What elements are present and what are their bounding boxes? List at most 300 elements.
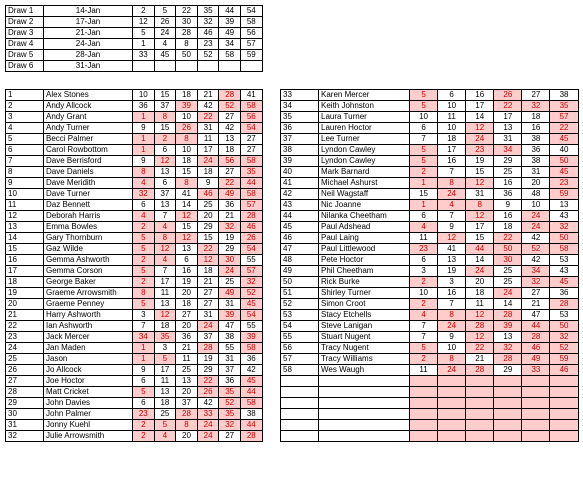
player-pick: 10 — [410, 288, 438, 299]
player-pick: 28 — [240, 211, 262, 222]
player-row — [6, 431, 263, 442]
draw-row — [6, 61, 263, 72]
player-pick: 15 — [154, 90, 176, 101]
player-pick: 6 — [410, 211, 438, 222]
draw-number: 46 — [197, 28, 219, 39]
player-name: Deborah Harris — [44, 211, 133, 222]
player-pick: 5 — [133, 299, 155, 310]
player-pick: 35 — [219, 409, 241, 420]
player-pick: 42 — [522, 255, 550, 266]
draw-row — [6, 17, 263, 28]
player-row — [281, 321, 579, 332]
player-name: Wes Waugh — [319, 365, 410, 376]
player-name: Paul Littlewood — [319, 244, 410, 255]
player-row — [6, 145, 263, 156]
player-pick: 45 — [240, 299, 262, 310]
player-number: 37 — [281, 134, 319, 145]
player-pick: 10 — [133, 90, 155, 101]
player-pick: 45 — [550, 167, 578, 178]
blank-cell — [466, 387, 494, 398]
player-pick: 20 — [176, 387, 198, 398]
player-pick: 47 — [219, 321, 241, 332]
player-pick: 19 — [176, 277, 198, 288]
player-pick: 27 — [219, 112, 241, 123]
player-pick: 20 — [466, 277, 494, 288]
player-pick: 3 — [438, 277, 466, 288]
player-row — [281, 211, 579, 222]
player-pick: 13 — [154, 387, 176, 398]
player-pick: 14 — [494, 299, 522, 310]
player-pick: 21 — [522, 299, 550, 310]
player-pick: 13 — [438, 255, 466, 266]
blank-cell — [522, 431, 550, 442]
player-row — [281, 244, 579, 255]
player-pick: 17 — [438, 145, 466, 156]
blank-cell — [410, 420, 438, 431]
player-pick: 1 — [133, 343, 155, 354]
player-number: 14 — [6, 233, 44, 244]
player-pick: 14 — [176, 200, 198, 211]
player-pick: 19 — [219, 233, 241, 244]
player-pick: 32 — [133, 189, 155, 200]
player-pick: 28 — [550, 299, 578, 310]
draw-number: 2 — [133, 6, 155, 17]
player-pick: 7 — [438, 167, 466, 178]
player-pick: 5 — [410, 145, 438, 156]
player-pick: 18 — [197, 266, 219, 277]
player-row — [6, 420, 263, 431]
player-number: 32 — [6, 431, 44, 442]
player-pick: 23 — [133, 409, 155, 420]
player-pick: 27 — [219, 167, 241, 178]
player-row — [281, 299, 579, 310]
player-row — [281, 167, 579, 178]
player-pick: 44 — [240, 178, 262, 189]
player-pick: 6 — [410, 123, 438, 134]
player-name: Lee Turner — [319, 134, 410, 145]
blank-cell — [466, 409, 494, 420]
player-pick: 15 — [176, 222, 198, 233]
blank-cell — [466, 376, 494, 387]
player-pick: 43 — [550, 266, 578, 277]
player-pick: 35 — [154, 332, 176, 343]
player-pick: 19 — [197, 354, 219, 365]
player-pick: 16 — [466, 90, 494, 101]
player-number: 12 — [6, 211, 44, 222]
player-name: John Davies — [44, 398, 133, 409]
draw-date: 21-Jan — [44, 28, 133, 39]
player-number: 29 — [6, 398, 44, 409]
player-pick: 16 — [438, 288, 466, 299]
player-number: 22 — [6, 321, 44, 332]
player-pick: 38 — [550, 90, 578, 101]
player-pick: 44 — [240, 387, 262, 398]
player-pick: 31 — [197, 123, 219, 134]
player-pick: 5 — [133, 266, 155, 277]
player-pick: 4 — [133, 178, 155, 189]
player-pick: 52 — [219, 101, 241, 112]
blank-cell — [466, 420, 494, 431]
player-pick: 27 — [522, 90, 550, 101]
player-name: Dave Daniels — [44, 167, 133, 178]
player-pick: 12 — [154, 244, 176, 255]
player-pick: 18 — [176, 156, 198, 167]
player-pick: 15 — [154, 123, 176, 134]
player-pick: 4 — [410, 310, 438, 321]
player-pick: 10 — [438, 343, 466, 354]
player-pick: 36 — [133, 101, 155, 112]
player-pick: 1 — [133, 134, 155, 145]
player-pick: 47 — [522, 310, 550, 321]
player-pick: 58 — [240, 156, 262, 167]
player-pick: 11 — [154, 376, 176, 387]
blank-cell — [438, 431, 466, 442]
player-pick: 35 — [550, 101, 578, 112]
player-pick: 4 — [438, 200, 466, 211]
player-pick: 9 — [133, 156, 155, 167]
player-pick: 10 — [438, 123, 466, 134]
player-pick: 18 — [154, 321, 176, 332]
player-pick: 24 — [197, 156, 219, 167]
player-row — [6, 321, 263, 332]
player-pick: 1 — [133, 145, 155, 156]
player-pick: 46 — [550, 365, 578, 376]
player-pick: 7 — [410, 134, 438, 145]
player-pick: 22 — [197, 244, 219, 255]
player-pick: 27 — [176, 310, 198, 321]
player-pick: 21 — [197, 90, 219, 101]
player-pick: 58 — [240, 398, 262, 409]
player-pick: 33 — [197, 409, 219, 420]
player-pick: 8 — [176, 134, 198, 145]
player-pick: 54 — [240, 244, 262, 255]
player-number: 30 — [6, 409, 44, 420]
player-row — [281, 189, 579, 200]
player-pick: 13 — [494, 332, 522, 343]
player-pick: 42 — [240, 365, 262, 376]
player-pick: 4 — [154, 255, 176, 266]
blank-cell — [494, 409, 522, 420]
player-pick: 25 — [154, 409, 176, 420]
blank-cell — [319, 376, 410, 387]
player-number: 34 — [281, 101, 319, 112]
draw-number: 23 — [197, 39, 219, 50]
player-row — [6, 409, 263, 420]
blank-cell — [522, 398, 550, 409]
player-row — [6, 398, 263, 409]
player-pick: 9 — [133, 123, 155, 134]
player-pick: 4 — [410, 222, 438, 233]
player-name: Jason — [44, 354, 133, 365]
player-pick: 17 — [154, 365, 176, 376]
player-number: 51 — [281, 288, 319, 299]
draw-date: 17-Jan — [44, 17, 133, 28]
player-pick: 9 — [197, 178, 219, 189]
player-pick: 34 — [133, 332, 155, 343]
player-number: 20 — [6, 299, 44, 310]
player-pick: 34 — [494, 145, 522, 156]
player-pick: 12 — [176, 211, 198, 222]
player-pick: 24 — [466, 134, 494, 145]
player-row — [281, 277, 579, 288]
player-pick: 22 — [550, 123, 578, 134]
player-pick: 28 — [494, 310, 522, 321]
player-pick: 2 — [133, 420, 155, 431]
player-number: 40 — [281, 167, 319, 178]
player-row — [281, 255, 579, 266]
player-name: Alex Stones — [44, 90, 133, 101]
player-pick: 13 — [176, 376, 198, 387]
player-name: Nic Joanne — [319, 200, 410, 211]
draw-number: 57 — [240, 39, 262, 50]
player-number: 7 — [6, 156, 44, 167]
player-pick: 31 — [197, 310, 219, 321]
player-pick: 8 — [133, 167, 155, 178]
player-pick: 8 — [438, 354, 466, 365]
player-pick: 9 — [438, 332, 466, 343]
player-pick: 32 — [522, 277, 550, 288]
player-pick: 2 — [133, 277, 155, 288]
draw-number: 49 — [219, 28, 241, 39]
player-name: Dave Turner — [44, 189, 133, 200]
player-pick: 22 — [197, 112, 219, 123]
player-name: Laura Turner — [319, 112, 410, 123]
player-number: 46 — [281, 233, 319, 244]
player-pick: 10 — [176, 145, 198, 156]
player-name: Jonny Kuehl — [44, 420, 133, 431]
player-name: Jan Maden — [44, 343, 133, 354]
player-pick: 14 — [466, 255, 494, 266]
player-pick: 31 — [219, 299, 241, 310]
player-number: 10 — [6, 189, 44, 200]
player-pick: 12 — [466, 310, 494, 321]
player-pick: 25 — [219, 277, 241, 288]
player-pick: 3 — [133, 310, 155, 321]
player-pick: 50 — [550, 321, 578, 332]
player-pick: 5 — [410, 90, 438, 101]
player-number: 27 — [6, 376, 44, 387]
player-pick: 13 — [154, 167, 176, 178]
blank-cell — [494, 387, 522, 398]
player-row — [281, 266, 579, 277]
player-pick: 38 — [522, 134, 550, 145]
player-pick: 28 — [494, 354, 522, 365]
player-pick: 36 — [219, 376, 241, 387]
player-pick: 27 — [219, 431, 241, 442]
player-pick: 13 — [154, 299, 176, 310]
blank-cell — [438, 420, 466, 431]
player-pick: 37 — [219, 365, 241, 376]
draw-number: 33 — [133, 50, 155, 61]
player-pick: 32 — [219, 222, 241, 233]
player-pick: 44 — [466, 244, 494, 255]
blank-cell — [494, 431, 522, 442]
player-row — [6, 299, 263, 310]
player-number: 13 — [6, 222, 44, 233]
player-pick: 50 — [494, 244, 522, 255]
blank-cell — [319, 431, 410, 442]
player-pick: 10 — [438, 101, 466, 112]
blank-cell — [281, 387, 319, 398]
player-pick: 16 — [522, 123, 550, 134]
player-pick: 18 — [176, 90, 198, 101]
player-pick: 21 — [176, 343, 198, 354]
player-pick: 6 — [154, 145, 176, 156]
player-row — [6, 134, 263, 145]
player-pick: 32 — [494, 343, 522, 354]
blank-cell — [319, 398, 410, 409]
player-pick: 57 — [240, 200, 262, 211]
player-pick: 11 — [410, 365, 438, 376]
player-row — [6, 178, 263, 189]
player-number: 26 — [6, 365, 44, 376]
player-pick: 1 — [410, 178, 438, 189]
player-name: Lyndon Cawley — [319, 145, 410, 156]
player-pick: 58 — [240, 343, 262, 354]
player-pick: 16 — [438, 156, 466, 167]
player-pick: 57 — [240, 266, 262, 277]
player-name: Andy Grant — [44, 112, 133, 123]
player-pick: 17 — [494, 112, 522, 123]
draw-row — [6, 6, 263, 17]
draw-number: 32 — [197, 17, 219, 28]
player-pick: 7 — [154, 211, 176, 222]
draw-number: 44 — [219, 6, 241, 17]
player-number: 15 — [6, 244, 44, 255]
draw-number: 58 — [219, 50, 241, 61]
player-pick: 5 — [410, 101, 438, 112]
draw-number: 56 — [240, 28, 262, 39]
blank-cell — [522, 420, 550, 431]
player-pick: 17 — [197, 145, 219, 156]
player-row — [6, 123, 263, 134]
player-number: 5 — [6, 134, 44, 145]
player-pick: 7 — [438, 211, 466, 222]
player-name: Graeme Arrowsmith — [44, 288, 133, 299]
player-name: Neil Wagstaff — [319, 189, 410, 200]
player-pick: 36 — [494, 189, 522, 200]
player-pick: 49 — [522, 354, 550, 365]
player-pick: 5 — [133, 387, 155, 398]
draw-number — [133, 61, 155, 72]
draw-number: 30 — [176, 17, 198, 28]
player-number: 16 — [6, 255, 44, 266]
player-pick: 20 — [176, 321, 198, 332]
player-pick: 32 — [550, 222, 578, 233]
player-pick: 1 — [410, 200, 438, 211]
player-pick: 6 — [133, 376, 155, 387]
draw-number: 28 — [176, 28, 198, 39]
player-pick: 22 — [219, 178, 241, 189]
player-pick: 39 — [176, 101, 198, 112]
player-row — [281, 365, 579, 376]
player-pick: 29 — [197, 365, 219, 376]
player-name: Gemma Corson — [44, 266, 133, 277]
draw-number: 54 — [240, 6, 262, 17]
player-row — [6, 90, 263, 101]
player-name: Simon Croot — [319, 299, 410, 310]
player-pick: 22 — [494, 101, 522, 112]
player-pick: 44 — [522, 321, 550, 332]
player-pick: 37 — [176, 398, 198, 409]
player-pick: 18 — [466, 288, 494, 299]
blank-cell — [319, 420, 410, 431]
player-name: Becci Palmer — [44, 134, 133, 145]
player-pick: 34 — [522, 266, 550, 277]
player-pick: 25 — [494, 167, 522, 178]
player-pick: 11 — [176, 354, 198, 365]
player-row — [281, 90, 579, 101]
player-number: 36 — [281, 123, 319, 134]
player-number: 45 — [281, 222, 319, 233]
player-pick: 49 — [219, 189, 241, 200]
player-name: Daz Bennett — [44, 200, 133, 211]
player-row — [281, 178, 579, 189]
player-row — [6, 343, 263, 354]
player-pick: 12 — [466, 123, 494, 134]
draw-number: 39 — [219, 17, 241, 28]
player-pick: 48 — [522, 189, 550, 200]
player-number: 1 — [6, 90, 44, 101]
player-pick: 32 — [219, 420, 241, 431]
player-pick: 37 — [154, 101, 176, 112]
player-pick: 26 — [176, 123, 198, 134]
player-pick: 54 — [240, 310, 262, 321]
player-name: George Baker — [44, 277, 133, 288]
blank-cell — [281, 409, 319, 420]
player-row — [281, 112, 579, 123]
draw-number — [197, 61, 219, 72]
player-pick: 18 — [438, 134, 466, 145]
player-pick: 24 — [522, 211, 550, 222]
player-pick: 39 — [240, 332, 262, 343]
player-pick: 23 — [550, 178, 578, 189]
player-pick: 6 — [154, 178, 176, 189]
player-row — [6, 288, 263, 299]
blank-cell — [466, 398, 494, 409]
player-name: Dave Berrisford — [44, 156, 133, 167]
player-number: 55 — [281, 332, 319, 343]
player-pick: 41 — [438, 244, 466, 255]
draw-label: Draw 1 — [6, 6, 44, 17]
player-pick: 8 — [438, 178, 466, 189]
player-name: Nilanka Cheetham — [319, 211, 410, 222]
player-number: 43 — [281, 200, 319, 211]
player-pick: 2 — [410, 277, 438, 288]
player-pick: 5 — [133, 233, 155, 244]
player-row — [281, 310, 579, 321]
draw-number — [154, 61, 176, 72]
player-pick: 8 — [466, 200, 494, 211]
player-row — [6, 255, 263, 266]
draw-number — [176, 61, 198, 72]
player-row — [6, 376, 263, 387]
player-pick: 31 — [494, 134, 522, 145]
player-pick: 35 — [240, 167, 262, 178]
blank-cell — [494, 376, 522, 387]
player-row — [6, 266, 263, 277]
player-pick: 38 — [219, 332, 241, 343]
player-pick: 8 — [176, 420, 198, 431]
player-pick: 18 — [176, 299, 198, 310]
draw-label: Draw 5 — [6, 50, 44, 61]
draw-number: 50 — [176, 50, 198, 61]
player-number: 41 — [281, 178, 319, 189]
player-name: Andy Allcock — [44, 101, 133, 112]
draw-date: 31-Jan — [44, 61, 133, 72]
player-number: 38 — [281, 145, 319, 156]
player-pick: 58 — [240, 101, 262, 112]
